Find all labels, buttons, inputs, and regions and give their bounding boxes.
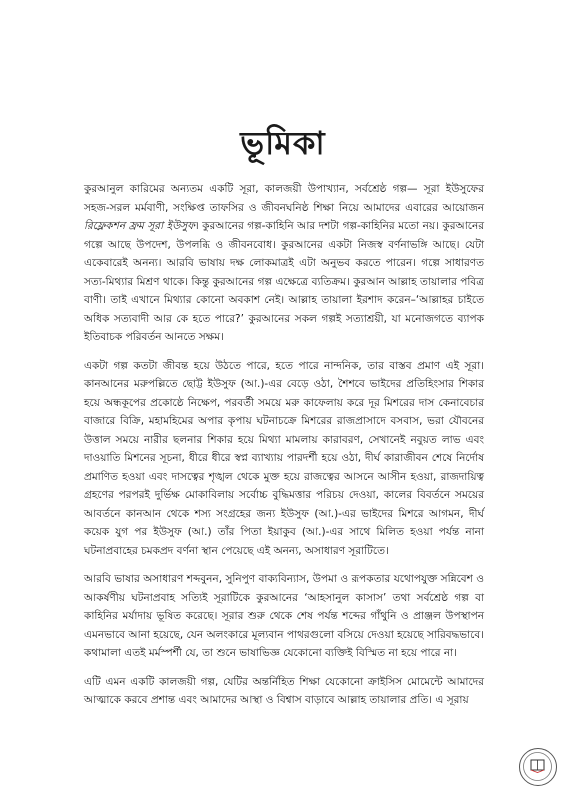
paragraph-3: আরবি ভাষার অসাধারণ শব্দবুনন, সুনিপুণ বাক্যবিন্যাস, উপমা ও রূপকতার যথোপযুক্ত সন্নিবেশ ও আকর্ষণীয় ঘটনাপ্রবাহ সত্যিই সূরাটিকে কুরআনের ‘আহসানুল কাসাস’ তথা সর্বশ্রেষ্ঠ গল্প বা কাহিনির মর্যাদায় ভূষিত করেছে। সূরার শুরু থেকে শেষ পর্যন্ত শব্দের গাঁথুনি ও প্রাঞ্জল উপস্থাপন এমনভাবে আনা হয়েছে, যেন অলংকারে মূল্যবান পাথরগুলো বসিয়ে দেওয়া হয়েছে সারিবদ্ধভাবে। কথামালা এতই মর্মস্পর্শী যে, তা শুনে ভাষাভিজ্ঞ যেকোনো ব্যক্তিই বিস্মিত না হয়ে পারে না। <box>84 573 484 659</box>
paragraph-1 <box>84 180 484 347</box>
book-title-italic: রিফ্লেকশন ফ্রম সূরা ইউসুফ <box>84 220 195 232</box>
page-body <box>84 180 484 720</box>
seal-graphic <box>520 749 555 784</box>
paragraph-1-part2: । কুরআনের গল্প-কাহিনি আর দশটা গল্প-কাহিনির মতো নয়। কুরআনের গল্পে আছে উপদেশ, উপলব্ধি ও জীবনবোধ। কুরআনের একটা নিজস্ব বর্ণনাভঙ্গি আছে। যেটা একেবারেই অনন্য। আরবি ভাষায় দক্ষ লোকমাত্রই এটা অনুভব করতে পারেন। গল্পে সাধারণত সত্য-মিথ্যার মিশ্রণ থাকে। কিন্তু কুরআনের গল্প এক্ষেত্রে ব্যতিক্রম। কুরআন আল্লাহ তায়ালার পবিত্র বাণী। তাই এখানে মিথ্যার কোনো অবকাশ নেই। আল্লাহ তায়ালা ইরশাদ করেন–‘আল্লাহর চাইতে অধিক সত্যবাদী আর কে হতে পারে?’ কুরআনের সকল গল্পই সত্যাশ্রয়ী, যা মনোজগতে ব্যাপক ইতিবাচক পরিবর্তন আনতে সক্ষম। <box>84 220 484 343</box>
page-title: ভূমিকা <box>240 124 326 162</box>
publisher-seal-icon <box>519 748 557 786</box>
paragraph-4: এটি এমন একটি কালজয়ী গল্প, যেটির অন্তর্নিহিত শিক্ষা যেকোনো ক্রাইসিস মোমেন্টে আমাদের আত্মাকে করবে প্রশান্ত এবং আমাদের আস্থা ও বিশ্বাস বাড়াবে আল্লাহ তায়ালার প্রতি। এ সূরায় <box>84 675 484 706</box>
paragraph-1-part1: কুরআনুল কারিমের অন্যতম একটি সূরা, কালজয়ী উপাখ্যান, সর্বশ্রেষ্ঠ গল্প— সূরা ইউসুফের সহজ-সরল মর্মবাণী, সংক্ষিপ্ত তাফসির ও জীবনঘনিষ্ঠ শিক্ষা নিয়ে আমাদের এবারের আয়োজন <box>84 183 484 214</box>
paragraph-2: একটা গল্প কতটা জীবন্ত হয়ে উঠতে পারে, হতে পারে নান্দনিক, তার বাস্তব প্রমাণ এই সূরা। কানআনের মরুপল্লিতে ছোট্ট ইউসুফ (আ.)-এর বেড়ে ওঠা, শৈশবে ভাইদের প্রতিহিংসার শিকার হয়ে অন্ধকূপের প্রকোষ্ঠে নিক্ষেপ, পরবর্তী সময়ে মরু কাফেলায় করে দূর মিশরের দাস কেনাবেচার বাজারে বিক্রি, মহামহিমের অপার কৃপায় ঘটনাচক্রে মিশরের রাজপ্রাসাদে বসবাস, ভরা যৌবনের উত্তাল সময়ে নারীর ছলনার শিকার হয়ে মিথ্যা মামলায় কারাবরণ, সেখানেই নবুয়ত লাভ এবং দাওয়াতি মিশনের সূচনা, ধীরে ধীরে স্বপ্ন ব্যাখ্যায় পারদর্শী হয়ে ওঠা, দীর্ঘ কারাজীবন শেষে নির্দোষ প্রমাণিত হওয়া এবং দাসত্বের শৃঙ্খল থেকে মুক্ত হয়ে রাজত্বের আসনে আসীন হওয়া, রাজদায়িত্ব গ্রহণের পরপরই দুর্ভিক্ষ মোকাবিলায় সর্বোচ্চ বুদ্ধিমত্তার পরিচয় দেওয়া, কালের বিবর্তনে সময়ের আবর্তনে কানআন থেকে শস্য সংগ্রহের জন্য ইউসুফ (আ.)-এর ভাইদের মিশরে আগমন, দীর্ঘ কয়েক যুগ পর ইউসুফ (আ.) তাঁর পিতা ইয়াকুব (আ.)-এর সাথে মিলিত হওয়া পর্যন্ত নানা ঘটনাপ্রবাহের চমকপ্রদ বর্ণনা স্থান পেয়েছে এই অনন্য, অসাধারণ সূরাটিতে। <box>84 359 484 557</box>
